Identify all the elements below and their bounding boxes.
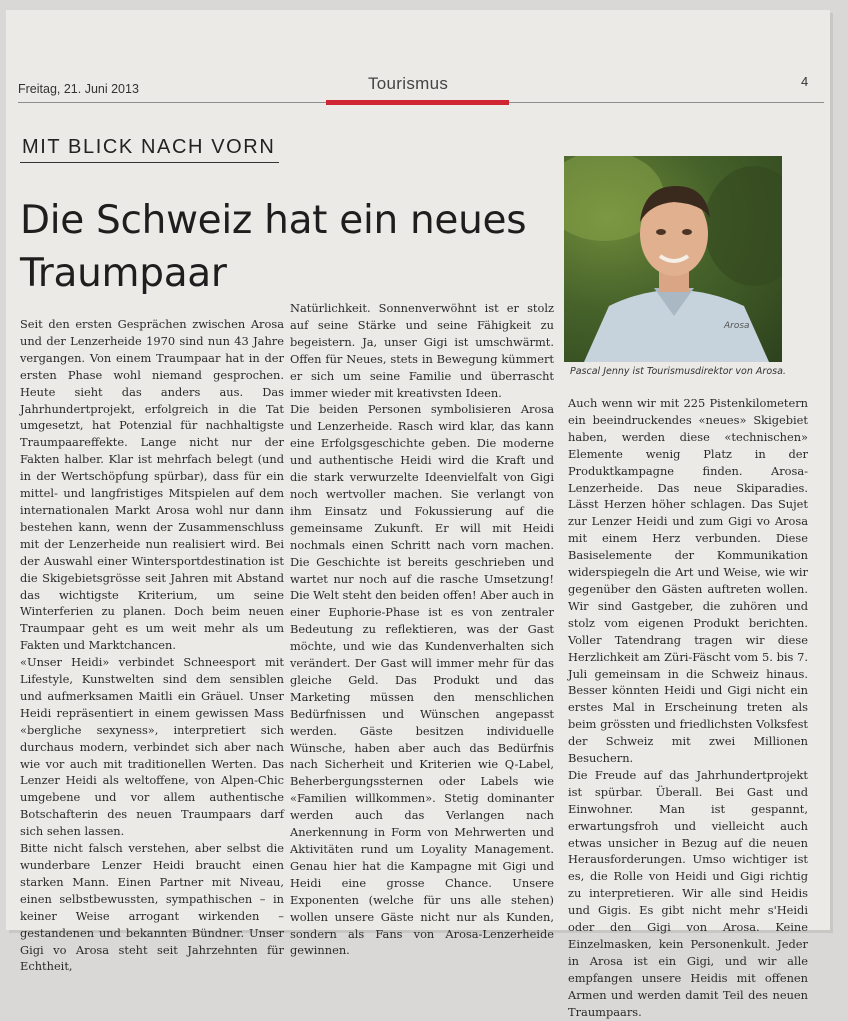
issue-date: Freitag, 21. Juni 2013 [18, 82, 139, 96]
paragraph: «Unser Heidi» verbindet Schneesport mit Lifestyle, Kunstwelten sind dem sensiblen und aufmerksamen Maitli ein Gräuel. Unser Heidi repräsentiert in einem gewissen Mass «bergliche sexyness», interpretiert sich durchaus modern, verbindet sich aber nach wie vor auch mit traditionellen Werten. Das Lenzer Heidi als weltoffene, von Alpen-Chic umgebene und vor allem authentische Botschafterin des neuen Traumpaars darf sich sehen lassen. [20, 655, 284, 839]
photo-caption: Pascal Jenny ist Tourismusdirektor von Arosa. [570, 366, 786, 377]
paragraph: Die beiden Personen symbolisieren Arosa und Lenzerheide. Rasch wird klar, das kann eine Erfolgsgeschichte geben. Die moderne und authentische Heidi wird die Kraft und die stark verwurzelte Ideenvielfalt von Gigi noch wertvoller machen. Sie verlangt von ihm Einsatz und Fokussierung auf die gemeinsame Zukunft. Er will mit Heidi nochmals einen Schritt nach vorn machen. Die Geschichte ist bereits geschrieben und wartet nur noch auf die rasche Umsetzung! Die Welt steht den beiden offen! Aber auch in einer Euphorie-Phase ist es von zentraler Bedeutung zu reflektieren, was der Gast möchte, und wie das Kundenverhalten sich verändert. Der Gast will immer mehr für das gleiche Geld. Das Produkt und das Marketing müssen den menschlichen Bedürfnissen und Wünschen angepasst werden. Gäste besitzen individuelle Wünsche, haben aber auch das Bedürfnis nach Sicherheit und Kriterien wie Q-Label, Beherbergungssternen oder Labels wie «Familien willkommen». Stetig dominanter werden auch das Verlangen nach Anerkennung in Form von Mehrwerten und Aktivitäten rund um Loyality Management. Genau hier hat die Kampagne mit Gigi und Heidi eine grosse Chance. Unsere Exponenten (welche für uns alle stehen) wollen unsere Gäste nicht nur als Kunden, sondern als Fans von Arosa-Lenzerheide gewinnen. [290, 402, 554, 958]
article-headline: Die Schweiz hat ein neues Traumpaar [20, 198, 527, 296]
page-number: 4 [801, 74, 809, 89]
paragraph: Auch wenn wir mit 225 Pistenkilometern ein beeindruckendes «neues» Skigebiet haben, werden diese «technischen» Elemente wenig Platz in der Produktkampagne finden. Arosa-Lenzerheide. Das neue Skiparadies. Lässt Herzen höher schlagen. Das Sujet zur Lenzer Heidi und zum Gigi vo Arosa mit einem Herz verbunden. Diese Basiselemente der Kommunikation widerspiegeln die Art und Weise, wie wir gegenüber den Gästen auftreten wollen. Wir sind Gastgeber, die zuhören und stolz vom eigenen Produkt berichten. Voller Tatendrang tragen wir diese Herzlichkeit am Züri-Fäscht vom 5. bis 7. Juli gemeinsam in die Schweiz hinaus. Besser könnten Heidi und Gigi nicht ein erstes Mal in Erscheinung treten als beim grössten und friedlichsten Volksfest der Schweiz mit zwei Millionen Besuchern. [568, 396, 808, 766]
portrait-icon [564, 156, 782, 362]
article-column-1 [20, 316, 284, 975]
portrait-photo [564, 156, 782, 362]
paragraph: Die Freude auf das Jahrhundertprojekt ist spürbar. Überall. Bei Gast und Einwohner. Man ist gespannt, erwartungsfroh und vielleicht auch etwas unsicher in Bezug auf die neuen Herausforderungen. Umso wichtiger ist es, die Rolle von Heidi und Gigi richtig zu interpretieren. Wir alle sind Heidis und Gigis. Es gibt nicht mehr s'Heidi oder den Gigi von Arosa. Keine Einzelmasken, kein Personenkult. Jeder in Arosa ist ein Gigi, und wir alle empfangen unsere Heidis mit offenen Armen und werden damit Teil des neuen Traumpaars. [568, 767, 808, 1019]
newspaper-page [6, 10, 830, 1019]
article-column-2 [290, 300, 554, 959]
rubric-label: MIT BLICK NACH VORN [20, 136, 279, 163]
svg-text:Arosa: Arosa [724, 321, 750, 331]
paragraph: Natürlichkeit. Sonnenverwöhnt ist er stolz auf seine Stärke und seine Fähigkeit zu begeistern. Ja, unser Gigi ist umschwärmt. Offen für Neues, stets in Bewegung kümmert er sich um seine Familie und überrascht immer wieder mit kreativsten Ideen. [290, 301, 554, 400]
paragraph: Seit den ersten Gesprächen zwischen Arosa und der Lenzerheide 1970 sind nun 43 Jahre vergangen. Von einem Traumpaar hat in der ersten Phase wohl niemand gesprochen. Heute sieht das anders aus. Das Jahrhundertprojekt, erfolgreich in die Tat umgesetzt, hat Potenzial für nachhaltigste Traumpaareffekte. Lange nicht nur der Fakten halber. Klar ist mehrfach belegt (und in der Wertschöpfung spürbar), dass für ein mittel- und langfristiges Mitspielen auf dem internationalen Markt Arosa wohl nur dann bestehen kann, wenn der Zusammenschluss mit der Lenzerheide nun realisiert wird. Bei der Auswahl einer Wintersportdestination ist die Skigebietsgrösse seit Jahren mit Abstand das wichtigste Kriterium, um seine Winterferien zu planen. Doch beim neuen Traumpaar geht es um weit mehr als um Fakten und Marktchancen. [20, 317, 284, 653]
paragraph: Bitte nicht falsch verstehen, aber selbst die wunderbare Lenzer Heidi braucht einen starken Mann. Einen Partner mit Niveau, einen selbstbewussten, sympathischen – in keiner Weise arrogant wirkenden – gestandenen und bekannten Bündner. Unser Gigi vo Arosa steht seit Jahrzehnten für Echtheit, [20, 841, 284, 974]
article-column-3 [568, 395, 808, 1021]
section-title: Tourismus [368, 74, 449, 93]
section-accent-bar [326, 100, 509, 105]
